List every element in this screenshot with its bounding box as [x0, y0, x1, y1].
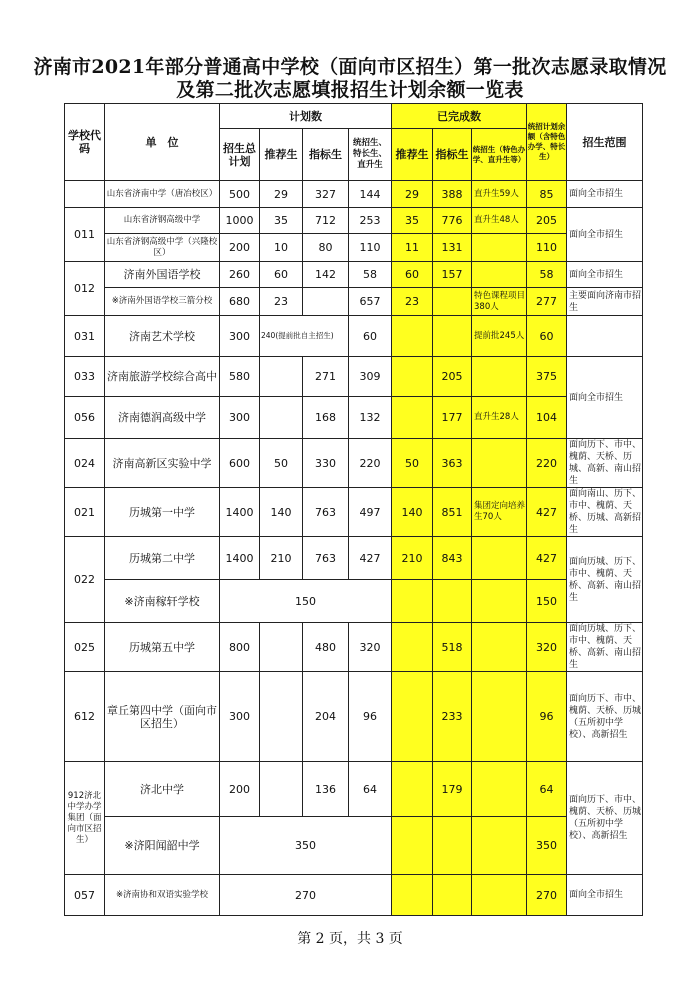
cell-code: 056: [65, 397, 105, 439]
cell-done-rec: 140: [392, 488, 433, 537]
cell-total: 680: [220, 288, 260, 316]
enrollment-table: [64, 103, 643, 916]
cell-code: 057: [65, 875, 105, 916]
cell-unit: 济南艺术学校: [105, 316, 220, 357]
cell-unit: ※济南稼轩学校: [105, 580, 220, 623]
cell-unified: 497: [349, 488, 392, 537]
cell-done-unified: [472, 623, 527, 672]
cell-done-unified: 直升生59人: [472, 181, 527, 208]
cell-unified: 132: [349, 397, 392, 439]
cell-remain: 375: [527, 357, 567, 397]
cell-done-quota: [433, 580, 472, 623]
header-recommended: 推荐生: [260, 129, 303, 181]
cell-done-rec: [392, 357, 433, 397]
cell-unified: 110: [349, 234, 392, 262]
cell-code: [65, 181, 105, 208]
cell-total: 200: [220, 762, 260, 817]
cell-unit: 历城第五中学: [105, 623, 220, 672]
header-unit: 单 位: [105, 104, 220, 181]
cell-quota: [303, 288, 349, 316]
cell-remain: 220: [527, 439, 567, 488]
cell-done-quota: 776: [433, 208, 472, 234]
cell-total: 350: [220, 817, 392, 875]
header-quota: 指标生: [303, 129, 349, 181]
cell-done-unified: 直升生28人: [472, 397, 527, 439]
cell-remain: 96: [527, 672, 567, 762]
cell-done-rec: [392, 817, 433, 875]
cell-scope: 面向南山、历下、市中、槐荫、天桥、历城、高新招生: [567, 488, 643, 537]
cell-code: 612: [65, 672, 105, 762]
cell-done-quota: 157: [433, 262, 472, 288]
cell-total: 200: [220, 234, 260, 262]
cell-unit: 山东省济钢高级中学: [105, 208, 220, 234]
cell-code: 022: [65, 537, 105, 623]
cell-total: 600: [220, 439, 260, 488]
cell-done-unified: [472, 875, 527, 916]
cell-quota: 763: [303, 537, 349, 580]
cell-done-rec: 50: [392, 439, 433, 488]
cell-scope: 面向历下、市中、槐荫、天桥、历城、高新、南山招生: [567, 439, 643, 488]
cell-unit: ※济南协和双语实验学校: [105, 875, 220, 916]
cell-total: 1400: [220, 488, 260, 537]
cell-unified: 253: [349, 208, 392, 234]
cell-unit: 济南外国语学校: [105, 262, 220, 288]
cell-done-quota: 179: [433, 762, 472, 817]
cell-quota: 480: [303, 623, 349, 672]
cell-remain: 205: [527, 208, 567, 234]
page-number: 第 2 页，共 3 页: [297, 931, 403, 947]
cell-total: 580: [220, 357, 260, 397]
cell-unified: 64: [349, 762, 392, 817]
cell-rec: [260, 397, 303, 439]
cell-remain: 85: [527, 181, 567, 208]
cell-done-unified: [472, 357, 527, 397]
cell-unit: 章丘第四中学（面向市区招生）: [105, 672, 220, 762]
cell-done-rec: 35: [392, 208, 433, 234]
cell-done-rec: [392, 316, 433, 357]
cell-total: 500: [220, 181, 260, 208]
cell-done-quota: 363: [433, 439, 472, 488]
cell-done-unified: [472, 262, 527, 288]
cell-unit: 山东省济钢高级中学（兴隆校区）: [105, 234, 220, 262]
cell-rec: [260, 672, 303, 762]
cell-unit: 济南旅游学校综合高中: [105, 357, 220, 397]
cell-done-rec: 11: [392, 234, 433, 262]
cell-done-quota: [433, 817, 472, 875]
cell-quota: 763: [303, 488, 349, 537]
cell-done-quota: 518: [433, 623, 472, 672]
cell-done-rec: 60: [392, 262, 433, 288]
cell-scope: 主要面向济南市招生: [567, 288, 643, 316]
cell-total: 270: [220, 875, 392, 916]
cell-total: 300: [220, 316, 260, 357]
cell-code: 012: [65, 262, 105, 316]
cell-done-quota: 843: [433, 537, 472, 580]
cell-scope: 面向全市招生: [567, 208, 643, 262]
cell-done-quota: 131: [433, 234, 472, 262]
cell-done-unified: [472, 439, 527, 488]
cell-done-rec: [392, 875, 433, 916]
cell-rec: 23: [260, 288, 303, 316]
cell-rec: 60: [260, 262, 303, 288]
cell-done-rec: [392, 397, 433, 439]
cell-code: 033: [65, 357, 105, 397]
cell-rec: 140: [260, 488, 303, 537]
cell-done-rec: 29: [392, 181, 433, 208]
cell-code: 024: [65, 439, 105, 488]
cell-done-unified: [472, 762, 527, 817]
cell-done-quota: 177: [433, 397, 472, 439]
cell-remain: 64: [527, 762, 567, 817]
cell-remain: 110: [527, 234, 567, 262]
cell-quota: 271: [303, 357, 349, 397]
cell-quota: 142: [303, 262, 349, 288]
header-done-quota: 指标生: [433, 129, 472, 181]
cell-unit: 山东省济南中学（唐冶校区）: [105, 181, 220, 208]
cell-total: 1400: [220, 537, 260, 580]
header-done-recommended: 推荐生: [392, 129, 433, 181]
cell-rec: 10: [260, 234, 303, 262]
cell-scope: 面向全市招生: [567, 875, 643, 916]
cell-remain: 270: [527, 875, 567, 916]
cell-done-unified: [472, 672, 527, 762]
cell-done-unified: [472, 580, 527, 623]
cell-done-rec: [392, 580, 433, 623]
cell-done-rec: 23: [392, 288, 433, 316]
header-scope: 招生范围: [567, 104, 643, 181]
cell-total: 300: [220, 672, 260, 762]
cell-unified: 220: [349, 439, 392, 488]
cell-remain: 150: [527, 580, 567, 623]
cell-unified: 309: [349, 357, 392, 397]
cell-remain: 350: [527, 817, 567, 875]
header-completed: 已完成数: [392, 104, 527, 129]
cell-done-unified: [472, 234, 527, 262]
cell-done-quota: 851: [433, 488, 472, 537]
cell-rec: 35: [260, 208, 303, 234]
cell-done-unified: 集团定向培养生70人: [472, 488, 527, 537]
cell-unified: 427: [349, 537, 392, 580]
cell-quota: 136: [303, 762, 349, 817]
cell-unified: 320: [349, 623, 392, 672]
header-total-plan: 招生总计划: [220, 129, 260, 181]
cell-code: 912济北中学办学集团（面向市区招生）: [65, 762, 105, 875]
cell-code: 031: [65, 316, 105, 357]
cell-quota: 330: [303, 439, 349, 488]
cell-done-quota: 233: [433, 672, 472, 762]
cell-remain: 60: [527, 316, 567, 357]
cell-quota: 327: [303, 181, 349, 208]
cell-total: 800: [220, 623, 260, 672]
cell-done-quota: [433, 288, 472, 316]
cell-remain: 427: [527, 537, 567, 580]
header-remaining: 统招计划余额（含特色办学、特长生）: [527, 104, 567, 181]
cell-code: 011: [65, 208, 105, 262]
cell-done-quota: [433, 316, 472, 357]
cell-unified: 144: [349, 181, 392, 208]
header-unified: 统招生、特长生、直升生: [349, 129, 392, 181]
cell-remain: 320: [527, 623, 567, 672]
cell-quota: 80: [303, 234, 349, 262]
cell-done-unified: 直升生48人: [472, 208, 527, 234]
header-school-code: 学校代码: [65, 104, 105, 181]
cell-done-unified: [472, 817, 527, 875]
cell-done-rec: 210: [392, 537, 433, 580]
cell-scope: 面向历下、市中、槐荫、天桥、历城（五所初中学校）、高新招生: [567, 672, 643, 762]
cell-done-quota: 205: [433, 357, 472, 397]
cell-quota: 712: [303, 208, 349, 234]
cell-unified: 60: [349, 316, 392, 357]
cell-code: 025: [65, 623, 105, 672]
cell-code: 021: [65, 488, 105, 537]
cell-unit: ※济阳闻韶中学: [105, 817, 220, 875]
cell-remain: 427: [527, 488, 567, 537]
cell-unit: ※济南外国语学校三箭分校: [105, 288, 220, 316]
cell-done-rec: [392, 762, 433, 817]
cell-unit: 济南德润高级中学: [105, 397, 220, 439]
cell-unit: 历城第一中学: [105, 488, 220, 537]
cell-scope: [567, 316, 643, 357]
cell-rec: 50: [260, 439, 303, 488]
cell-scope: 面向历下、市中、槐荫、天桥、历城（五所初中学校）、高新招生: [567, 762, 643, 875]
cell-scope: 面向全市招生: [567, 357, 643, 439]
cell-rec: [260, 762, 303, 817]
cell-unified: 657: [349, 288, 392, 316]
cell-total: 1000: [220, 208, 260, 234]
page-title-line-1: 济南市2021年部分普通高中学校（面向市区招生）第一批次志愿录取情况: [33, 56, 667, 78]
cell-rec: 210: [260, 537, 303, 580]
cell-rec: [260, 623, 303, 672]
cell-rec: 240(提前批自主招生): [260, 316, 349, 357]
cell-unit: 济南高新区实验中学: [105, 439, 220, 488]
cell-done-rec: [392, 672, 433, 762]
page-title-line-2: 及第二批次志愿填报招生计划余额一览表: [176, 79, 524, 101]
cell-quota: 204: [303, 672, 349, 762]
cell-unified: 96: [349, 672, 392, 762]
cell-rec: [260, 357, 303, 397]
cell-total: 260: [220, 262, 260, 288]
cell-done-unified: 特色课程项目380人: [472, 288, 527, 316]
cell-unit: 济北中学: [105, 762, 220, 817]
cell-total: 150: [220, 580, 392, 623]
cell-done-quota: 388: [433, 181, 472, 208]
cell-scope: 面向全市招生: [567, 262, 643, 288]
cell-quota: 168: [303, 397, 349, 439]
cell-remain: 104: [527, 397, 567, 439]
cell-done-rec: [392, 623, 433, 672]
header-done-unified: 统招生（特色办学、直升生等）: [472, 129, 527, 181]
cell-scope: 面向全市招生: [567, 181, 643, 208]
cell-total: 300: [220, 397, 260, 439]
cell-rec: 29: [260, 181, 303, 208]
cell-unit: 历城第二中学: [105, 537, 220, 580]
cell-done-unified: [472, 537, 527, 580]
cell-remain: 58: [527, 262, 567, 288]
cell-done-quota: [433, 875, 472, 916]
cell-unified: 58: [349, 262, 392, 288]
header-plan: 计划数: [220, 104, 392, 129]
cell-scope: 面向历城、历下、市中、槐荫、天桥、高新、南山招生: [567, 623, 643, 672]
cell-done-unified: 提前批245人: [472, 316, 527, 357]
cell-remain: 277: [527, 288, 567, 316]
cell-scope: 面向历城、历下、市中、槐荫、天桥、高新、南山招生: [567, 537, 643, 623]
